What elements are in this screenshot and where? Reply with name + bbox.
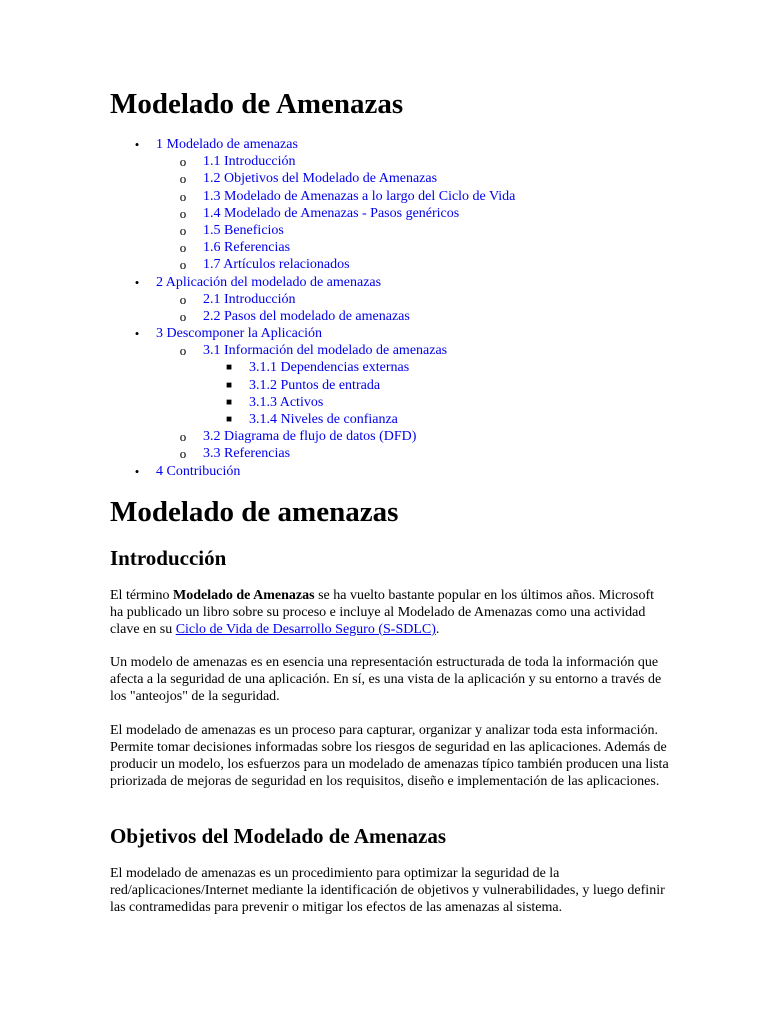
toc-link[interactable]: 3.2 Diagrama de flujo de datos (DFD) — [203, 429, 417, 445]
toc-link[interactable]: 3.1.3 Activos — [249, 394, 324, 410]
toc-link[interactable]: 2.1 Introducción — [203, 291, 296, 307]
toc-item — [110, 239, 670, 256]
toc-link[interactable]: 1.3 Modelado de Amenazas a lo largo del Ciclo de Vida — [203, 188, 516, 204]
toc-item — [110, 170, 670, 187]
intro-paragraph-2: Un modelo de amenazas es en esencia una representación estructurada de toda la información que afecta a la seguridad de una aplicación. En sí, es una vista de la aplicación y su entorno a través de los "anteojos" de la seguridad. — [110, 655, 662, 704]
toc-link[interactable]: 3.1.2 Puntos de entrada — [249, 377, 381, 393]
toc-link[interactable]: 1 Modelado de amenazas — [156, 137, 298, 152]
page-title: Modelado de Amenazas — [110, 88, 404, 120]
intro-paragraph-3: El modelado de amenazas es un proceso para capturar, organizar y analizar toda esta información. Permite tomar decisiones informadas sobre los riesgos de seguridad en las aplicaciones. Además de producir un modelo, los esfuerzos para un modelado de amenazas típico también producen una lista priorizada de mejoras de seguridad en los requisitos, diseño e implementación de las aplicaciones. — [110, 723, 669, 789]
toc-bullet: o — [179, 154, 187, 170]
toc-link[interactable]: 2 Aplicación del modelado de amenazas — [156, 274, 382, 290]
objectives-paragraph: El modelado de amenazas es un procedimiento para optimizar la seguridad de la red/aplicaciones/Internet mediante la identificación de objetivos y vulnerabilidades, y luego definir las contramedidas para prevenir o mitigar los efectos de las amenazas al sistema. — [110, 866, 665, 915]
toc-link[interactable]: 3.3 Referencias — [203, 446, 291, 462]
toc-bullet: o — [179, 171, 187, 187]
table-of-contents — [110, 136, 670, 480]
toc-bullet: • — [134, 326, 140, 342]
section-heading: Modelado de amenazas — [110, 496, 399, 528]
intro-text-before: El término — [110, 588, 173, 603]
introduction-heading: Introducción — [110, 546, 227, 570]
toc-item — [110, 325, 670, 342]
toc-item — [110, 359, 670, 376]
toc-bullet: ■ — [225, 379, 233, 391]
toc-link[interactable]: 4 Contribución — [156, 463, 241, 479]
toc-link[interactable]: 3 Descomponer la Aplicación — [156, 326, 323, 342]
toc-item — [110, 308, 670, 325]
objectives-heading: Objetivos del Modelado de Amenazas — [110, 824, 446, 848]
toc-item — [110, 188, 670, 205]
toc-item — [110, 463, 670, 480]
intro-text-after: . — [435, 622, 440, 637]
intro-bold-term: Modelado de Amenazas — [173, 588, 315, 603]
toc-bullet: o — [179, 429, 187, 445]
toc-item — [110, 153, 670, 170]
intro-paragraph-1 — [110, 587, 670, 638]
toc-bullet: o — [179, 205, 187, 221]
sdlc-link[interactable]: Ciclo de Vida de Desarrollo Seguro (S-SDLC) — [175, 622, 436, 637]
toc-bullet: o — [179, 240, 187, 256]
toc-link[interactable]: 1.7 Artículos relacionados — [203, 257, 350, 273]
toc-bullet: o — [179, 308, 187, 324]
toc-item — [110, 411, 670, 428]
toc-link[interactable]: 3.1.4 Niveles de confianza — [249, 412, 398, 427]
toc-item — [110, 205, 670, 222]
toc-bullet: o — [179, 343, 187, 359]
toc-item — [110, 274, 670, 291]
toc-link[interactable]: 1.2 Objetivos del Modelado de Amenazas — [203, 171, 438, 187]
toc-bullet: o — [179, 188, 187, 204]
toc-link[interactable]: 1.4 Modelado de Amenazas - Pasos genéricos — [203, 205, 460, 221]
toc-link[interactable]: 2.2 Pasos del modelado de amenazas — [203, 308, 410, 324]
toc-bullet: o — [179, 446, 187, 462]
toc-link[interactable]: 1.1 Introducción — [203, 154, 296, 170]
toc-item — [110, 291, 670, 308]
toc-item — [110, 136, 670, 153]
toc-item — [110, 377, 670, 394]
toc-item — [110, 394, 670, 411]
toc-link[interactable]: 1.6 Referencias — [203, 240, 291, 256]
toc-item — [110, 342, 670, 359]
toc-bullet: • — [134, 137, 140, 152]
toc-bullet: ■ — [225, 414, 233, 425]
toc-bullet: ■ — [225, 362, 233, 374]
intro-text-middle: se ha vuelto bastante popular en los últimos años. Microsoft ha publicado un libro sobre su proceso e incluye al Modelado de Amenazas como una actividad clave en su — [110, 588, 655, 637]
toc-item — [110, 222, 670, 239]
toc-item — [110, 428, 670, 445]
toc-link[interactable]: 3.1.1 Dependencias externas — [249, 360, 410, 376]
toc-bullet: o — [179, 257, 187, 273]
toc-bullet: o — [179, 291, 187, 307]
toc-bullet: • — [134, 274, 140, 290]
toc-link[interactable]: 1.5 Beneficios — [203, 222, 284, 238]
toc-bullet: ■ — [225, 396, 233, 408]
toc-item — [110, 445, 670, 462]
toc-item — [110, 256, 670, 273]
toc-bullet: • — [134, 463, 140, 479]
toc-bullet: o — [179, 222, 187, 238]
toc-link[interactable]: 3.1 Información del modelado de amenazas — [203, 343, 448, 359]
